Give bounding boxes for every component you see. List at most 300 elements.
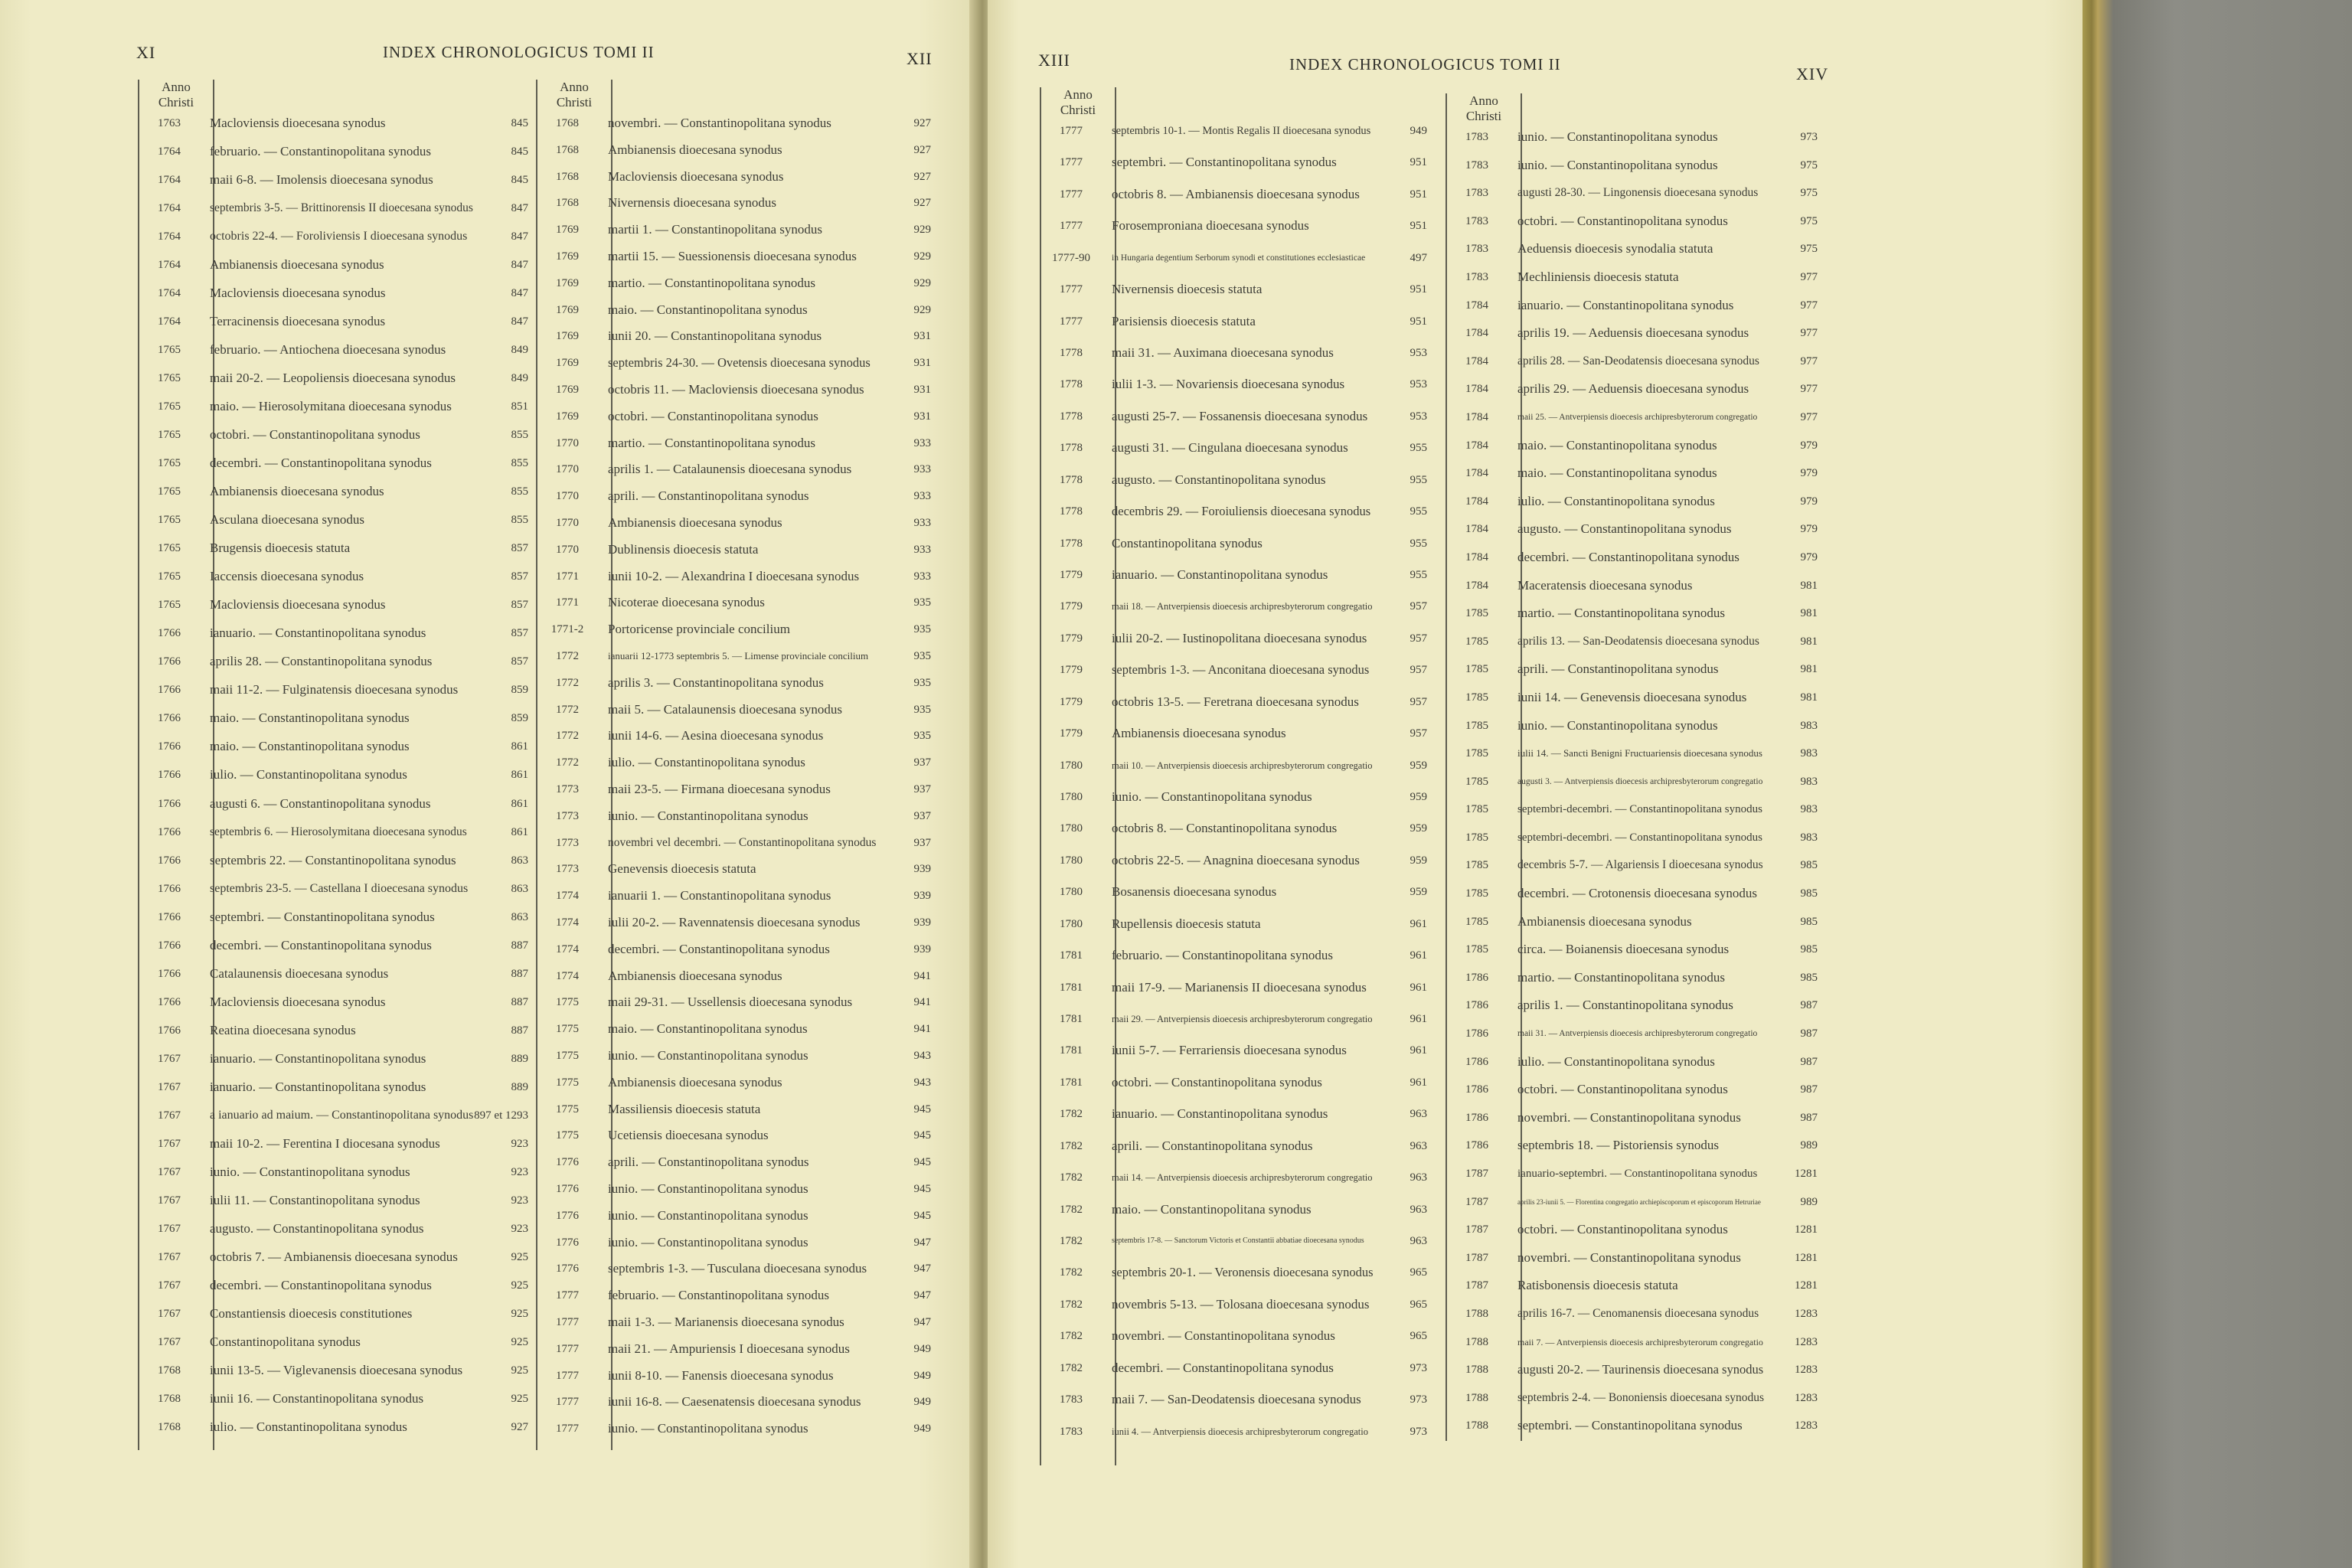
index-entry [541,754,931,781]
entry-page: 957 [1410,600,1427,613]
index-entry [142,1220,528,1249]
entry-text: novembri. — Constantinopolitana synodus [1517,1250,1741,1265]
index-entry [142,738,528,766]
entry-page: 977 [1800,383,1818,396]
entry-year: 1786 [1465,1139,1488,1152]
entry-year: 1774 [556,916,579,929]
entry-year: 1783 [1465,214,1488,227]
entry-year: 1787 [1465,1251,1488,1264]
index-entry [541,1181,931,1207]
entry-text: Ambianensis dioecesana synodus [608,515,782,530]
entry-page: 931 [913,410,931,423]
entry-text: a ianuario ad maium. — Constantinopolitana synodus [210,1108,474,1122]
index-entry [1450,1221,1818,1250]
entry-year: 1781 [1060,1076,1083,1089]
entry-text: aprilis 16-7. — Cenomanensis dioecesana synodus [1517,1307,1759,1321]
entry-page: 949 [913,1423,931,1436]
entry-year: 1782 [1060,1235,1083,1247]
entry-page: 847 [511,259,528,272]
entry-page: 855 [511,429,528,442]
entry-text: octobris 8. — Constantinopolitana synodus [1112,821,1338,836]
index-entry [1044,1011,1427,1042]
entry-page: 923 [511,1137,528,1150]
entry-text: maii 10-2. — Ferentina I diocesana synodus [210,1135,440,1151]
entry-year: 1777 [556,1316,579,1328]
entry-page: 951 [1410,283,1427,296]
index-entry [1450,297,1818,325]
entry-text: aprili. — Constantinopolitana synodus [608,488,809,504]
entry-page: 1281 [1795,1168,1818,1181]
entry-text: Rupellensis dioecesis statuta [1112,916,1261,931]
entry-year: 1787 [1465,1195,1488,1208]
entry-text: iunii 14-6. — Aesina dioecesana synodus [608,728,824,743]
entry-page: 925 [511,1307,528,1320]
entry-year: 1780 [1060,791,1083,803]
entry-text: iulio. — Constantinopolitana synodus [210,1419,407,1434]
entry-page: 943 [913,1050,931,1062]
entry-year: 1766 [158,712,181,725]
entry-page: 933 [913,517,931,529]
index-entry [142,1277,528,1305]
entry-text: septembris 1-3. — Anconitana dioecesana synodus [1112,662,1370,678]
entry-text: aprilis 19. — Aeduensis dioecesana synodus [1517,325,1749,341]
index-entry [1044,916,1427,947]
entry-year: 1778 [1060,537,1083,550]
entry-page: 1283 [1795,1308,1818,1321]
index-entry [1044,884,1427,915]
index-entry [541,1021,931,1047]
entry-text: iunii 4. — Antverpiensis dioecesis archipresbyterorum congregatio [1112,1426,1368,1437]
entry-text: Parisiensis dioecesis statuta [1112,313,1256,328]
entry-text: septembri. — Constantinopolitana synodus [210,909,435,924]
entry-page: 957 [1410,664,1427,677]
entry-text: Constantinopolitana synodus [210,1334,361,1349]
entry-text: octobri. — Constantinopolitana synodus [608,408,818,423]
entry-year: 1767 [158,1250,181,1263]
entry-page: 923 [511,1194,528,1207]
entry-year: 1777 [1060,283,1083,296]
entry-page: 933 [913,436,931,449]
index-entry [142,370,528,398]
index-entry [142,483,528,511]
entry-page: 845 [511,145,528,158]
index-entry [1450,661,1818,689]
entry-page: 973 [1410,1361,1427,1374]
entry-year: 1779 [1060,727,1083,740]
entry-text: maii 7. — Antverpiensis dioecesis archipresbyterorum congregatio [1517,1336,1763,1348]
entry-page: 929 [913,276,931,289]
page-number: XI [136,43,156,62]
entry-year: 1786 [1465,1111,1488,1124]
entry-text: aprilis 13. — San-Deodatensis dioecesana synodus [1517,634,1759,648]
entry-text: februario. — Antiochena dioecesana synodus [210,342,446,358]
entry-year: 1774 [556,890,579,903]
entry-text: iunii 14. — Genevensis dioecesana synodus [1517,689,1747,704]
entry-text: Forosemproniana dioecesana synodus [1112,218,1309,234]
entry-page: 859 [511,712,528,725]
entry-text: augusti 6. — Constantinopolitana synodus [210,795,431,811]
index-entry [142,1334,528,1362]
entry-year: 1772 [556,756,579,769]
index-entry [541,1047,931,1074]
entry-text: Macloviensis dioecesana synodus [210,116,386,130]
entry-year: 1782 [1060,1139,1083,1152]
entry-year: 1788 [1465,1335,1488,1348]
index-entry [541,835,931,861]
entry-page: 947 [913,1263,931,1276]
entry-page: 855 [511,457,528,470]
entry-year: 1786 [1465,971,1488,984]
index-entry [541,1367,931,1394]
entry-text: aprilis 1. — Catalaunensis dioecesana synodus [608,462,852,477]
entry-page: 959 [1410,822,1427,835]
entry-page: 987 [1800,1083,1818,1096]
entry-text: maii 6-8. — Imolensis dioecesana synodus [210,172,433,188]
entry-year: 1772 [556,650,579,662]
entry-text: augusti 25-7. — Fossanensis dioecesana synodus [1112,408,1368,423]
entry-year: 1774 [556,969,579,982]
entry-page: 929 [913,250,931,263]
entry-text: iulio. — Constantinopolitana synodus [1517,1054,1715,1069]
entry-page: 977 [1800,270,1818,283]
entry-text: Ambianensis dioecesana synodus [1517,913,1692,929]
index-entry [1044,472,1427,503]
entry-text: octobri. — Constantinopolitana synodus [210,427,420,443]
index-entry [1450,409,1818,437]
entry-year: 1779 [1060,695,1083,708]
entry-text: Portoricense provinciale concilium [608,622,790,637]
entry-page: 849 [511,372,528,385]
entry-page: 961 [1410,949,1427,962]
entry-year: 1770 [556,463,579,476]
entry-page: 923 [511,1165,528,1178]
index-entry [142,1022,528,1050]
entry-page: 857 [511,627,528,640]
entry-text: iunii 20. — Constantinopolitana synodus [608,328,822,344]
entry-text: septembris 22. — Constantinopolitana synodus [210,852,456,867]
entry-page: 927 [913,197,931,210]
index-entry [1450,269,1818,297]
index-entry [1044,376,1427,407]
entry-year: 1768 [556,170,579,183]
entry-year: 1770 [556,517,579,529]
index-entry [541,861,931,887]
entry-year: 1768 [158,1420,181,1433]
entry-text: Brugensis dioecesis statuta [210,541,351,556]
index-entry [1044,1074,1427,1106]
entry-page: 947 [913,1236,931,1249]
entry-page: 863 [511,910,528,923]
entry-year: 1764 [158,259,181,272]
entry-page: 933 [913,543,931,556]
entry-page: 987 [1800,1027,1818,1040]
entry-text: Nivernensis dioecesis statuta [1112,282,1263,297]
entry-text: iunio. — Constantinopolitana synodus [1517,129,1718,144]
entry-year: 1774 [556,942,579,956]
entry-page: 933 [913,570,931,583]
entry-year: 1769 [556,410,579,423]
entry-text: iulio. — Constantinopolitana synodus [210,767,407,782]
index-entry [1450,129,1818,157]
entry-text: maii 23-5. — Firmana dioecesana synodus [608,782,831,796]
entry-page: 941 [913,1023,931,1036]
index-entry [1450,1417,1818,1446]
entry-page: 925 [511,1250,528,1263]
entry-text: augusto. — Constantinopolitana synodus [210,1220,424,1236]
index-entry [541,381,931,408]
entry-year: 1787 [1465,1168,1488,1181]
index-entry [1044,345,1427,376]
index-entry [1044,694,1427,725]
entry-page: 951 [1410,156,1427,169]
index-entry [541,675,931,701]
entry-page: 945 [913,1209,931,1222]
entry-page: 861 [511,740,528,753]
entry-year: 1766 [158,769,181,782]
entry-text: maii 18. — Antverpiensis dioecesis archipresbyterorum congregatio [1112,601,1373,612]
entry-year: 1770 [556,543,579,556]
page-number: XIII [1038,51,1070,70]
entry-page: 981 [1800,691,1818,704]
index-entry [541,1207,931,1234]
entry-year: 1781 [1060,1044,1083,1057]
entry-text: Macloviensis dioecesana synodus [210,994,386,1009]
entry-text: septembri. — Constantinopolitana synodus [1517,1418,1743,1433]
entry-text: decembri. — Constantinopolitana synodus [1517,549,1740,564]
entry-text: iunio. — Constantinopolitana synodus [1517,157,1718,172]
entry-page: 985 [1800,859,1818,872]
entry-year: 1767 [158,1109,181,1122]
index-entry [1044,947,1427,978]
entry-year: 1778 [1060,442,1083,455]
entry-text: circa. — Boianensis dioecesana synodus [1517,942,1730,957]
entry-page: 861 [511,769,528,782]
entry-text: ianuario. — Constantinopolitana synodus [1112,567,1328,582]
entry-year: 1784 [1465,410,1488,423]
index-entry [142,1164,528,1192]
index-entry [1044,630,1427,662]
entry-page: 939 [913,890,931,903]
entry-year: 1772 [556,703,579,716]
entry-year: 1777 [1060,156,1083,169]
index-entry [541,514,931,541]
entry-year: 1767 [158,1307,181,1320]
index-entry [541,701,931,728]
entry-page: 937 [913,756,931,769]
entry-page: 949 [913,1396,931,1409]
index-entry [1450,829,1818,858]
entry-year: 1785 [1465,943,1488,956]
book-cover-edge [2082,0,2352,1568]
entry-page: 963 [1410,1171,1427,1184]
index-entry [541,568,931,595]
index-entry [541,594,931,621]
entry-text: ianuario. — Constantinopolitana synodus [210,1050,426,1066]
index-entry [142,1079,528,1107]
entry-page: 985 [1800,943,1818,956]
entry-page: 1281 [1795,1223,1818,1236]
page-number: XII [906,49,933,68]
entry-text: martii 15. — Suessionensis dioecesana synodus [608,249,857,263]
index-entry [1450,1390,1818,1418]
entry-text: maii 21. — Ampuriensis I dioecesana synodus [608,1341,850,1356]
entry-page: 935 [913,596,931,609]
entry-page: 927 [913,170,931,183]
index-entry [1450,240,1818,269]
entry-year: 1766 [158,684,181,697]
entry-page: 945 [913,1129,931,1142]
index-entry [1450,997,1818,1025]
entry-year: 1775 [556,1023,579,1036]
index-entry [1450,633,1818,662]
index-entry [1450,605,1818,633]
entry-text: septembris 1-3. — Tusculana dioecesana synodus [608,1261,867,1276]
entry-text: novembri. — Constantinopolitana synodus [1112,1328,1335,1344]
entry-page: 989 [1800,1195,1818,1208]
entry-year: 1776 [556,1209,579,1222]
entry-text: iunii 16-8. — Caesenatensis dioecesana synodus [608,1394,861,1410]
entry-page: 965 [1410,1330,1427,1343]
entry-text: Ambianensis dioecesana synodus [210,257,384,273]
entry-year: 1764 [158,202,181,215]
entry-text: maio. — Constantinopolitana synodus [1112,1201,1312,1217]
entry-year: 1783 [1465,131,1488,143]
entry-page: 931 [913,330,931,343]
index-entry [1044,313,1427,345]
index-entry [142,568,528,596]
index-entry [1450,1165,1818,1194]
index-entry [1044,1106,1427,1137]
entry-year: 1768 [158,1364,181,1377]
column-header: Anno Christi [1465,93,1502,123]
entry-year: 1784 [1465,467,1488,480]
entry-text: Ambianensis dioecesana synodus [210,484,384,499]
entry-page: 965 [1410,1298,1427,1311]
entry-page: 925 [511,1279,528,1292]
entry-page: 973 [1800,131,1818,143]
entry-page: 975 [1800,214,1818,227]
index-entry [1450,1305,1818,1334]
index-entry [1044,1328,1427,1359]
entry-text: Ucetiensis dioecesana synodus [608,1128,769,1143]
entry-text: maio. — Constantinopolitana synodus [210,710,410,726]
entry-page: 973 [1410,1425,1427,1438]
index-entry [541,1314,931,1341]
entry-text: februario. — Constantinopolitana synodus [210,144,431,159]
index-entry [1450,689,1818,717]
entry-page: 979 [1800,439,1818,452]
index-entry [142,540,528,568]
entry-text: augusto. — Constantinopolitana synodus [1112,472,1326,487]
index-entry [1044,503,1427,534]
entry-year: 1764 [158,145,181,158]
entry-text: Catalaunensis dioecesana synodus [210,965,389,981]
entry-text: novembri vel decembri. — Constantinopolitana synodus [608,835,877,849]
entry-text: augusti 20-2. — Taurinensis dioecesana synodus [1517,1362,1764,1377]
entry-text: ianuarii 12-1773 septembris 5. — Limense provinciale concilium [608,650,869,662]
entry-text: maii 25. — Antverpiensis dioecesis archipresbyterorum congregatio [1517,412,1758,422]
right-page [988,0,2082,1568]
index-entry [541,648,931,675]
entry-year: 1780 [1060,854,1083,867]
entry-year: 1772 [556,676,579,689]
index-entry [142,852,528,880]
entry-page: 923 [511,1222,528,1235]
entry-page: 963 [1410,1139,1427,1152]
entry-year: 1765 [158,514,181,527]
entry-page: 847 [511,287,528,300]
entry-year: 1766 [158,797,181,810]
entry-year: 1784 [1465,523,1488,536]
index-entry [142,341,528,370]
entry-year: 1784 [1465,495,1488,508]
entry-year: 1782 [1060,1266,1083,1279]
entry-text: Iaccensis dioecesana synodus [210,569,364,584]
entry-year: 1788 [1465,1308,1488,1321]
entry-year: 1777-90 [1052,251,1090,264]
index-entry [142,766,528,795]
entry-year: 1786 [1465,1083,1488,1096]
index-entry [142,1362,528,1390]
index-entry [541,808,931,835]
entry-year: 1766 [158,1024,181,1037]
entry-page: 845 [511,117,528,129]
entry-page: 861 [511,797,528,810]
entry-text: Nivernensis dioecesana synodus [608,195,777,211]
entry-text: octobri. — Constantinopolitana synodus [1517,213,1728,228]
index-entry [1044,408,1427,439]
entry-year: 1767 [158,1165,181,1178]
entry-text: septembris 2-4. — Bononiensis dioecesana synodus [1517,1390,1765,1404]
index-entry [1450,969,1818,998]
entry-text: iulii 20-2. — Ravennatensis dioecesana synodus [608,915,861,929]
index-entry [1450,157,1818,185]
entry-year: 1785 [1465,831,1488,844]
entry-text: Mechliniensis dioecesis statuta [1517,269,1679,284]
index-column [541,115,931,1447]
index-entry [541,1341,931,1367]
index-entry [1450,745,1818,773]
running-title: INDEX CHRONOLOGICUS TOMI II [383,43,655,61]
entry-year: 1784 [1465,354,1488,368]
entry-page: 1283 [1795,1391,1818,1404]
entry-year: 1784 [1465,579,1488,592]
entry-text: aprilis 29. — Aeduensis dioecesana synodus [1517,381,1749,397]
index-entry [142,1107,528,1135]
entry-text: octobris 13-5. — Feretrana dioecesana synodus [1112,694,1359,709]
entry-page: 957 [1410,632,1427,645]
entry-page: 855 [511,514,528,527]
entry-year: 1782 [1060,1330,1083,1343]
entry-text: maii 11-2. — Fulginatensis dioecesana synodus [210,682,459,697]
entry-text: Aeduensis dioecesis synodalia statuta [1517,241,1713,256]
entry-year: 1765 [158,429,181,442]
entry-page: 847 [511,202,528,215]
index-column [1450,129,1818,1446]
entry-year: 1783 [1465,187,1488,200]
entry-text: octobris 11. — Macloviensis dioecesana synodus [608,382,864,397]
entry-text: maio. — Hierosolymitana dioecesana synodus [210,399,452,414]
index-entry [541,435,931,462]
entry-year: 1772 [556,730,579,743]
entry-text: decembri. — Constantinopolitana synodus [210,937,432,952]
entry-year: 1784 [1465,299,1488,312]
entry-page: 939 [913,942,931,956]
entry-page: 961 [1410,981,1427,994]
entry-year: 1782 [1060,1361,1083,1374]
entry-year: 1786 [1465,1055,1488,1068]
entry-page: 983 [1800,775,1818,788]
